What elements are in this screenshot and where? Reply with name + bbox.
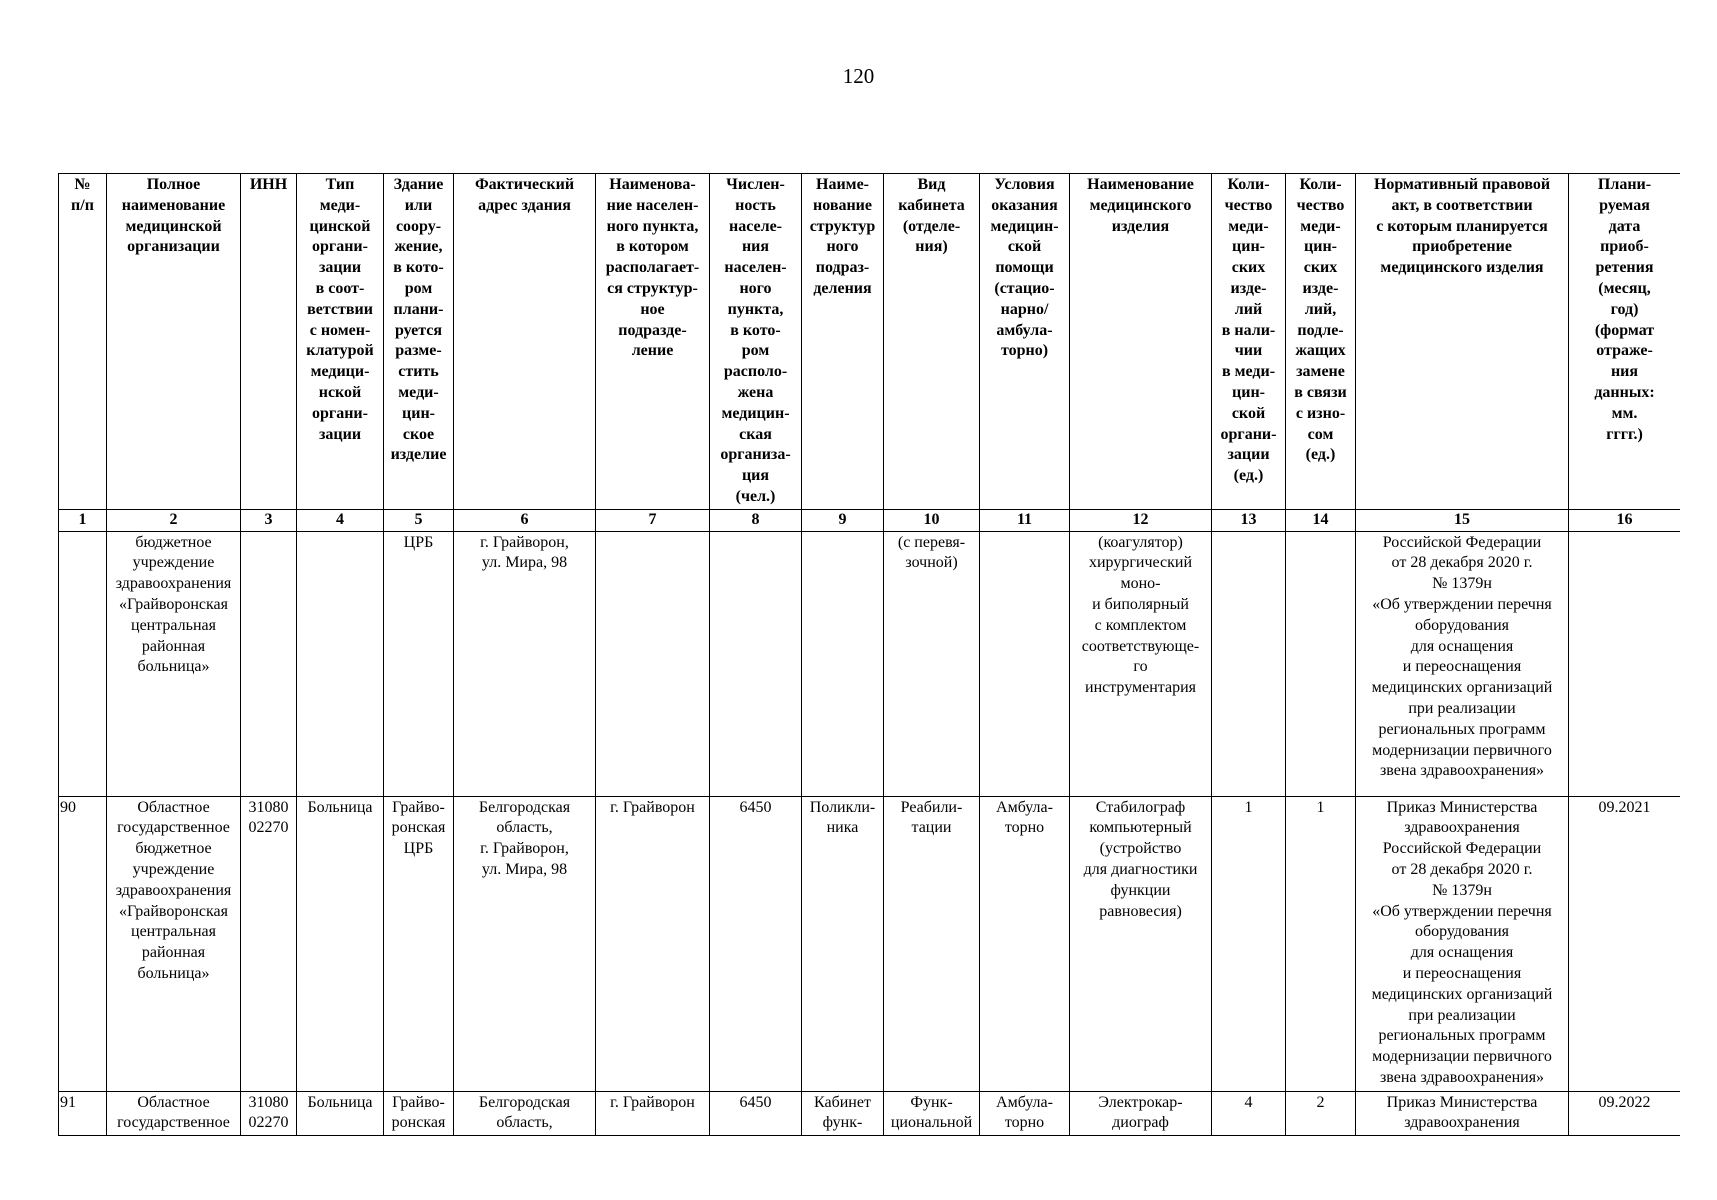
cell-address: Белгородская область, xyxy=(454,1091,596,1136)
column-number-5: 5 xyxy=(384,509,454,531)
cell-cabinet: Реабили- тации xyxy=(884,796,980,1091)
page-number: 120 xyxy=(842,64,875,88)
cell-date xyxy=(1569,531,1681,796)
cell-locality xyxy=(596,531,710,796)
column-header-15: Нормативный правовой акт, в соответствии с которым планируется приобретение медицинского изделия xyxy=(1356,174,1569,510)
column-number-10: 10 xyxy=(884,509,980,531)
cell-org: бюджетное учреждение здравоохранения «Грайворонская центральная районная больница» xyxy=(107,531,241,796)
cell-unit xyxy=(802,531,884,796)
equipment-table-wrapper xyxy=(58,173,1680,1137)
column-header-7: Наименова- ние населен- ного пункта, в котором располагает- ся структур- ное подразде- ление xyxy=(596,174,710,510)
cell-inn: 31080 02270 xyxy=(241,796,297,1091)
cell-act: Российской Федерации от 28 декабря 2020 г. № 1379н «Об утверждении перечня оборудования для оснащения и переоснащения медицинских организаций при реализации региональных программ модернизации первичного звена здравоохранения» xyxy=(1356,531,1569,796)
cell-building: Грайво- ронская ЦРБ xyxy=(384,796,454,1091)
column-header-4: Тип меди- цинской органи- зации в соот- ветствии с номен- клатурой медици- нской органи- зации xyxy=(297,174,384,510)
column-header-12: Наименование медицинского изделия xyxy=(1070,174,1212,510)
cell-address: г. Грайворон, ул. Мира, 98 xyxy=(454,531,596,796)
cell-device: Стабилограф компьютерный (устройство для диагностики функции равновесия) xyxy=(1070,796,1212,1091)
column-number-1: 1 xyxy=(59,509,107,531)
cell-qty-have: 4 xyxy=(1212,1091,1286,1136)
table-row xyxy=(59,531,1681,796)
column-header-14: Коли- чество меди- цин- ских изде- лий, подле- жащих замене в связи с изно- сом (ед.) xyxy=(1286,174,1356,510)
column-number-15: 15 xyxy=(1356,509,1569,531)
column-number-8: 8 xyxy=(710,509,802,531)
column-header-6: Фактический адрес здания xyxy=(454,174,596,510)
column-number-12: 12 xyxy=(1070,509,1212,531)
column-header-11: Условия оказания медицин- ской помощи (стацио- нарно/ амбула- торно) xyxy=(980,174,1070,510)
table-row xyxy=(59,796,1681,1091)
cell-org: Областное государственное xyxy=(107,1091,241,1136)
cell-no: 90 xyxy=(59,796,107,1091)
column-number-row xyxy=(59,509,1681,531)
cell-conditions xyxy=(980,531,1070,796)
cell-type xyxy=(297,531,384,796)
cell-device: (коагулятор) хирургический моно- и биполярный с комплектом соответствующе- го инструментария xyxy=(1070,531,1212,796)
column-header-1: № п/п xyxy=(59,174,107,510)
cell-cabinet: Функ- циональной xyxy=(884,1091,980,1136)
cell-type: Больница xyxy=(297,796,384,1091)
cell-date: 09.2022 xyxy=(1569,1091,1681,1136)
cell-qty-have: 1 xyxy=(1212,796,1286,1091)
column-number-6: 6 xyxy=(454,509,596,531)
cell-locality: г. Грайворон xyxy=(596,796,710,1091)
cell-cabinet: (с перевя- зочной) xyxy=(884,531,980,796)
cell-qty-have xyxy=(1212,531,1286,796)
cell-org: Областное государственное бюджетное учреждение здравоохранения «Грайворонская центральная районная больница» xyxy=(107,796,241,1091)
column-header-16: Плани- руемая дата приоб- ретения (месяц, год) (формат отраже- ния данных: мм. гггг.) xyxy=(1569,174,1681,510)
column-number-11: 11 xyxy=(980,509,1070,531)
cell-conditions: Амбула- торно xyxy=(980,1091,1070,1136)
cell-population: 6450 xyxy=(710,1091,802,1136)
equipment-table xyxy=(58,173,1680,1136)
cell-unit: Кабинет функ- xyxy=(802,1091,884,1136)
cell-date: 09.2021 xyxy=(1569,796,1681,1091)
header-row xyxy=(59,174,1681,510)
column-number-16: 16 xyxy=(1569,509,1681,531)
column-number-7: 7 xyxy=(596,509,710,531)
cell-conditions: Амбула- торно xyxy=(980,796,1070,1091)
column-header-10: Вид кабинета (отделе- ния) xyxy=(884,174,980,510)
column-number-2: 2 xyxy=(107,509,241,531)
cell-type: Больница xyxy=(297,1091,384,1136)
column-header-2: Полное наименование медицинской организации xyxy=(107,174,241,510)
cell-qty-replace: 1 xyxy=(1286,796,1356,1091)
column-number-13: 13 xyxy=(1212,509,1286,531)
cell-population: 6450 xyxy=(710,796,802,1091)
cell-act: Приказ Министерства здравоохранения xyxy=(1356,1091,1569,1136)
cell-address: Белгородская область, г. Грайворон, ул. Мира, 98 xyxy=(454,796,596,1091)
cell-building: ЦРБ xyxy=(384,531,454,796)
cell-qty-replace xyxy=(1286,531,1356,796)
cell-building: Грайво- ронская xyxy=(384,1091,454,1136)
column-number-9: 9 xyxy=(802,509,884,531)
cell-qty-replace: 2 xyxy=(1286,1091,1356,1136)
table-row xyxy=(59,1091,1681,1136)
column-header-13: Коли- чество меди- цин- ских изде- лий в нали- чии в меди- цин- ской органи- зации (ед.) xyxy=(1212,174,1286,510)
column-number-4: 4 xyxy=(297,509,384,531)
cell-locality: г. Грайворон xyxy=(596,1091,710,1136)
cell-no xyxy=(59,531,107,796)
cell-population xyxy=(710,531,802,796)
column-header-9: Наиме- нование структур ного подраз- деления xyxy=(802,174,884,510)
cell-device: Электрокар- диограф xyxy=(1070,1091,1212,1136)
cell-act: Приказ Министерства здравоохранения Российской Федерации от 28 декабря 2020 г. № 1379н «Об утверждении перечня оборудования для оснащения и переоснащения медицинских организаций при реализации региональных программ модернизации первичного звена здравоохранения» xyxy=(1356,796,1569,1091)
column-number-3: 3 xyxy=(241,509,297,531)
cell-inn xyxy=(241,531,297,796)
column-header-8: Числен- ность населе- ния населен- ного пункта, в кото- ром располо- жена медицин- ская организа- ция (чел.) xyxy=(710,174,802,510)
cell-no: 91 xyxy=(59,1091,107,1136)
cell-unit: Поликли- ника xyxy=(802,796,884,1091)
column-header-3: ИНН xyxy=(241,174,297,510)
column-header-5: Здание или соору- жение, в кото- ром плани- руется разме- стить меди- цин- ское изделие xyxy=(384,174,454,510)
column-number-14: 14 xyxy=(1286,509,1356,531)
cell-inn: 31080 02270 xyxy=(241,1091,297,1136)
